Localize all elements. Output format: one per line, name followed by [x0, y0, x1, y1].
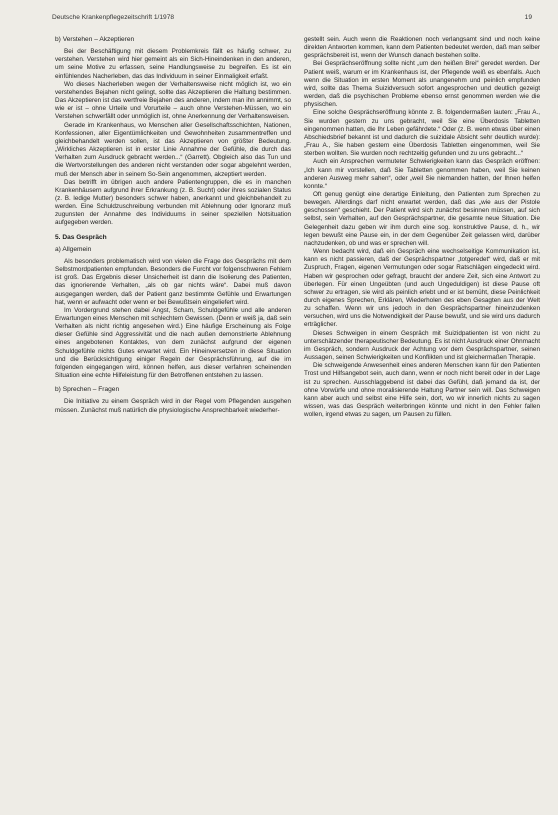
paragraph: Als besonders problematisch wird von vielen die Frage des Gesprächs mit dem Selbstmordpatienten empfunden. Besonders die Furcht vor folgenschweren Fehlern ist groß. Das Ergebnis dieser Unsicherheit ist dann die Isolierung des Patienten, das ignorierende Verhalten, „als ob gar nichts wäre“. Dabei muß davon ausgegangen werden, daß der Patient ganz bestimmte Gefühle und Erwartungen hat, wenn er aufwacht oder wenn er bei Bewußtsein eingeliefert wird. [55, 257, 291, 306]
paragraph: Das betrifft im übrigen auch andere Patientengruppen, die es in manchen Krankenhäusern aufgrund ihrer Erkrankung (z. B. Sucht) oder ihres sozialen Status (z. B. ledige Mutter) besonders schwer haben, anerkannt und gleichbehandelt zu werden. Eine Schuldzuschreibung verbunden mit Ablehnung oder Ignoranz muß zugunsten der Annahme des Individuums in seiner speziellen Notsituation aufgegeben werden. [55, 178, 291, 227]
section-heading: b) Verstehen – Akzeptieren [55, 36, 135, 43]
journal-title: Deutsche Krankenpflegezeitschrift 1/1978 [52, 14, 175, 21]
paragraph: Gerade im Krankenhaus, wo Menschen aller Gesellschaftsschichten, Nationen, Konfessionen, aller Eigentümlichkeiten und Gewohnheiten zusammentreffen und gleichbehandelt werden sollen, ist das Akzeptieren von größter Bedeutung. „Wirkliches Akzeptieren ist in erster Linie Annahme der Gefühle, die durch das Verhalten zum Ausdruck gebracht werden...“ (Garrett). Obgleich also das Tun und die Wertvorstellungen des anderen nicht verstanden oder sogar abgelehnt werden, muß der Mensch aber in seinem So-Sein angenommen, akzeptiert werden. [55, 121, 291, 178]
paragraph: Eine solche Gesprächseröffnung könnte z. B. folgendermaßen lauten: „Frau A., Sie wurden gestern zu uns gebracht, weil Sie eine Überdosis Tabletten eingenommen hatten, die Ihr Leben gefährdete.“ Oder (z. B. wenn etwas über einen Abschiedsbrief bekannt ist und dadurch die suizidale Absicht sehr deutlich wurde): „Frau A., Sie haben gestern eine Überdosis Tabletten eingenommen, weil Sie sterben wollten. Sie wurden noch rechtzeitig gefunden und zu uns gebracht...“ [304, 109, 540, 158]
section-heading: b) Sprechen – Fragen [55, 386, 120, 394]
paragraph: gestellt sein. Auch wenn die Reaktionen noch verlangsamt sind und noch keine direkten Antworten kommen, kann dem Patienten bedeutet werden, daß man selber gesprächsbereit ist, wenn der Wunsch danach bestehen sollte. [304, 36, 540, 60]
paragraph: Im Vordergrund stehen dabei Angst, Scham, Schuldgefühle und alle anderen Erwartungen eines Menschen mit schlechtem Gewissen. (Denn er weiß ja, daß sein Verhalten als nicht richtig angesehen wird.) Eine häufige Erscheinung als Folge dieser Gefühle sind Aggressivität und die nach außen demonstrierte Ablehnung eines angebotenen Kontaktes, von dem zunächst aufgrund der eigenen Schuldgefühle nichts Gutes erwartet wird. Ein Hineinversetzen in diese Situation und die Berücksichtigung einiger Regeln der Gesprächsführung, auf die im folgenden eingegangen wird, können helfen, aus dieser verfahren scheinenden Situation eine echte Hilfeleistung für den Betroffenen entstehen zu lassen. [55, 306, 291, 380]
paragraph: Wo dieses Nacherleben wegen der Verhaltensweise nicht möglich ist, wo ein verstehendes Bejahen nicht gelingt, sollte das Akzeptieren die Haltung bestimmen. Das Akzeptieren ist das wertfreie Bejahen des anderen, indem man ihn annimmt, so wie er ist – ohne Urteile und Vorurteile – auch ohne Verstehen-Müssen, wo ein Verstehen schwerfällt oder unmöglich ist, ohne Anerkennung der Verhaltensweisen. [55, 80, 291, 121]
right-column [304, 36, 540, 419]
paragraph: Die Initiative zu einem Gespräch wird in der Regel vom Pflegenden ausgehen müssen. Zunächst muß natürlich die physiologische Ansprechbarkeit wiederher- [55, 398, 291, 414]
section-heading: a) Allgemein [55, 245, 92, 253]
paragraph: Die schweigende Anwesenheit eines anderen Menschen kann für den Patienten Trost und Hilfsangebot sein, auch dann, wenn er noch nicht bereit oder in der Lage ist zu sprechen. Ausschlaggebend ist dabei das Gefühl, daß jemand da ist, der ohne Vorwürfe und ohne moralisierende Haltung Partner sein will. Das Schweigen kann aber auch und selbst eine Hilfe sein, dort, wo wir innerlich nichts zu sagen wissen, was das Gespräch weiterbringen könnte und nicht in den Fehler fallen wollen, irgend etwas zu sagen, um Pausen zu füllen. [304, 362, 540, 419]
page-number: 19 [524, 14, 532, 21]
paragraph: Auch ein Ansprechen vermuteter Schwierigkeiten kann das Gespräch eröffnen: „Ich kann mir vorstellen, daß Sie Tabletten genommen haben, weil Sie keinen anderen Ausweg mehr sahen“, oder „weil Sie niemanden hatten, der Ihnen helfen konnte.“ [304, 158, 540, 190]
page-header [52, 14, 532, 26]
paragraph: Bei Gesprächseröffnung sollte nicht „um den heißen Brei“ geredet werden. Der Patient weiß, warum er im Krankenhaus ist, der Pflegende weiß es ebenfalls. Auch wenn die Situation im ersten Moment als unangenehm und peinlich empfunden wird, sollte das Thema Suizidversuch sofort angesprochen und deutlich gezeigt werden, daß die psychischen Probleme ebenso ernst genommen werden wie die physischen. [304, 60, 540, 109]
paragraph: Wenn bedacht wird, daß ein Gespräch eine wechselseitige Kommunikation ist, kann es nicht passieren, daß der Gesprächspartner „totgeredet“ wird, daß er mit Zuspruch, Fragen, eigenen Vermutungen oder sogar Ratschlägen eingedeckt wird. Haben wir gesprochen oder gefragt, braucht der andere Zeit, sich eine Antwort zu überlegen. Für einen Ungeübten (und auch Ungeduldigen) ist diese Pause oft schwer zu ertragen, sie wird als peinlich erlebt und er ist bemüht, diese Peinlichkeit durch eigenes Sprechen, Erklären, Wiederholen des eben Gesagten aus der Welt zu schaffen. Wenn wir uns jedoch in den Gesprächspartner hineinzudenken versuchen, wird uns die Notwendigkeit der Pause bewußt, und sie wird uns dadurch erträglicher. [304, 248, 540, 329]
paragraph: Oft genug genügt eine derartige Einleitung, den Patienten zum Sprechen zu bewegen. Allerdings darf nicht erwartet werden, daß das „wie aus der Pistole geschossen“ geschieht. Der Patient wird sich zunächst besinnen müssen, auf sich selbst, sein Verhalten, auf den Gesprächspartner, die gesamte neue Situation. Die Gelegenheit dazu geben wir ihm durch eine sog. konstruktive Pause, d. h., wir legen bewußt eine Pause ein, in der dem Gegenüber Zeit gelassen wird, darüber nachzudenken, ob und was er sprechen will. [304, 190, 540, 247]
left-column [55, 36, 291, 415]
paragraph: Dieses Schweigen in einem Gespräch mit Suizidpatienten ist von nicht zu unterschätzender therapeutischer Bedeutung. Es ist nicht Ausdruck einer Ohnmacht im Gespräch, sondern Ausdruck der Achtung vor dem Gesprächspartner, seinen Aussagen, seinen Schwierigkeiten und Konflikten und ist gleichermaßen Therapie. [304, 329, 540, 362]
chapter-heading: 5. Das Gespräch [55, 233, 107, 241]
paragraph: Bei der Beschäftigung mit diesem Problemkreis fällt es häufig schwer, zu verstehen. Verstehen wird hier gemeint als ein Sich-Hineindenken in den anderen, um seine Motive zu erfassen, seine Handlungsweise zu begreifen. Es ist ein einfühlendes Nacherleben, das das Individuum in seiner Einmaligkeit erfaßt. [55, 48, 291, 80]
